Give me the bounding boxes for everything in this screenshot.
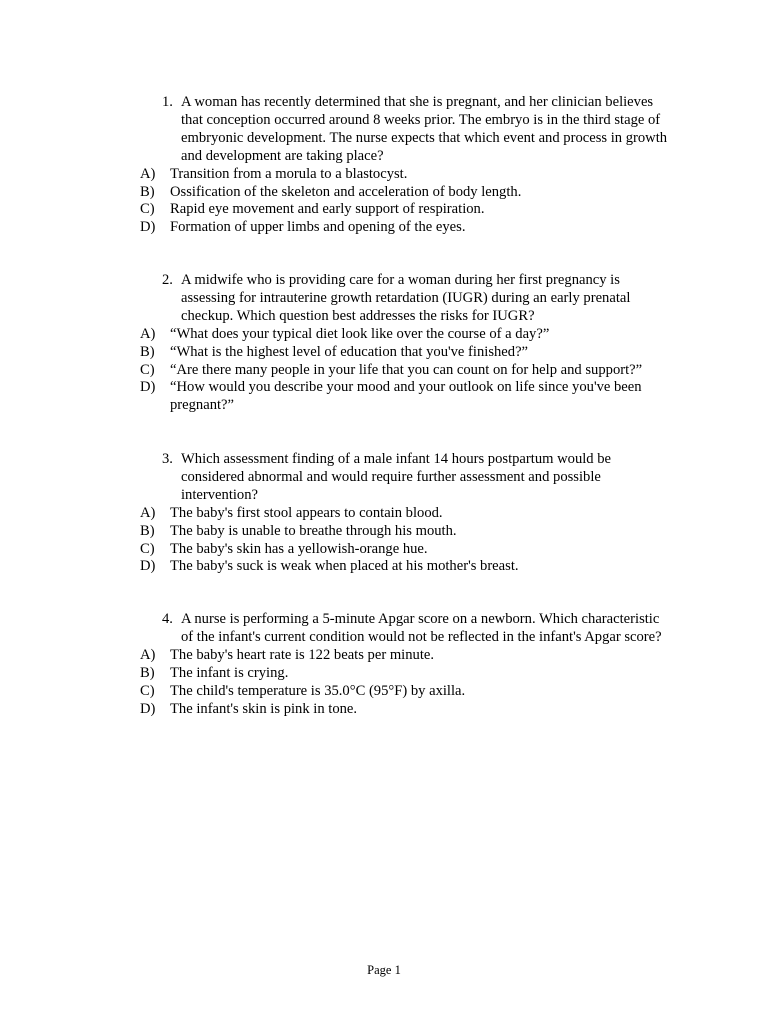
answer-option-d: [0, 219, 670, 237]
option-text: The baby's suck is weak when placed at his mother's breast.: [170, 558, 519, 575]
question-text: Which assessment finding of a male infant 14 hours postpartum would be considered abnormal and would require further assessment and possible intervention?: [181, 451, 612, 503]
question-3: [0, 451, 768, 576]
option-text: Transition from a morula to a blastocyst.: [170, 165, 408, 182]
option-letter: B): [140, 664, 155, 681]
option-letter: C): [140, 540, 155, 557]
answer-option-a: [0, 505, 670, 523]
answer-option-a: [0, 647, 670, 665]
answer-option-b: [0, 184, 670, 202]
option-letter: D): [140, 558, 156, 575]
answer-option-a: [0, 326, 670, 344]
option-letter: D): [140, 700, 156, 717]
answer-option-c: [0, 362, 670, 380]
option-text: The infant is crying.: [170, 664, 289, 681]
option-letter: B): [140, 522, 155, 539]
question-2: [0, 272, 768, 415]
option-letter: C): [140, 201, 155, 218]
option-letter: A): [140, 165, 156, 182]
option-text: Formation of upper limbs and opening of the eyes.: [170, 219, 466, 236]
answer-option-b: [0, 523, 670, 541]
question-number: 3.: [162, 451, 173, 467]
question-stem: [0, 451, 671, 505]
option-letter: D): [140, 219, 156, 236]
option-text: The baby's first stool appears to contain blood.: [170, 504, 443, 521]
option-text: “Are there many people in your life that you can count on for help and support?”: [170, 361, 643, 378]
option-letter: B): [140, 343, 155, 360]
option-text: The baby's heart rate is 122 beats per minute.: [170, 646, 435, 663]
answer-option-b: [0, 344, 670, 362]
option-text: “How would you describe your mood and your outlook on life since you've been pregnant?”: [170, 379, 642, 414]
option-text: The infant's skin is pink in tone.: [170, 700, 358, 717]
question-text: A nurse is performing a 5-minute Apgar score on a newborn. Which characteristic of the infant's current condition would not be reflected in the infant's Apgar score?: [181, 611, 662, 645]
option-text: “What is the highest level of education that you've finished?”: [170, 343, 529, 360]
option-text: Ossification of the skeleton and acceleration of body length.: [170, 183, 522, 200]
option-letter: C): [140, 682, 155, 699]
answer-option-c: [0, 201, 670, 219]
option-text: “What does your typical diet look like over the course of a day?”: [170, 325, 550, 342]
question-text: A woman has recently determined that she is pregnant, and her clinician believes that conception occurred around 8 weeks prior. The embryo is in the third stage of embryonic development. The nurse expects that which event and process in growth and development are taking place?: [181, 94, 668, 164]
question-text: A midwife who is providing care for a woman during her first pregnancy is assessing for intrauterine growth retardation (IUGR) during an early prenatal checkup. Which question best addresses the risks for IUGR?: [181, 272, 631, 324]
answer-option-c: [0, 541, 670, 559]
question-stem: [0, 272, 671, 326]
option-letter: A): [140, 646, 156, 663]
question-number: 1.: [162, 94, 173, 110]
option-letter: A): [140, 325, 156, 342]
question-1: [0, 94, 768, 237]
answer-option-d: [0, 701, 670, 719]
option-letter: A): [140, 504, 156, 521]
question-number: 2.: [162, 272, 173, 288]
question-number: 4.: [162, 611, 173, 627]
answer-option-d: [0, 379, 670, 415]
option-text: The baby is unable to breathe through his mouth.: [170, 522, 457, 539]
option-text: The child's temperature is 35.0°C (95°F) by axilla.: [170, 682, 466, 699]
option-text: Rapid eye movement and early support of respiration.: [170, 201, 485, 218]
answer-option-b: [0, 665, 670, 683]
page-number: Page 1: [367, 963, 401, 977]
question-4: [0, 611, 768, 718]
option-letter: B): [140, 183, 155, 200]
page-footer: [0, 962, 768, 980]
option-letter: C): [140, 361, 155, 378]
question-stem: [0, 94, 671, 166]
option-letter: D): [140, 379, 156, 396]
answer-option-c: [0, 683, 670, 701]
option-text: The baby's skin has a yellowish-orange hue.: [170, 540, 428, 557]
answer-option-d: [0, 558, 670, 576]
question-stem: [0, 611, 671, 647]
answer-option-a: [0, 166, 670, 184]
